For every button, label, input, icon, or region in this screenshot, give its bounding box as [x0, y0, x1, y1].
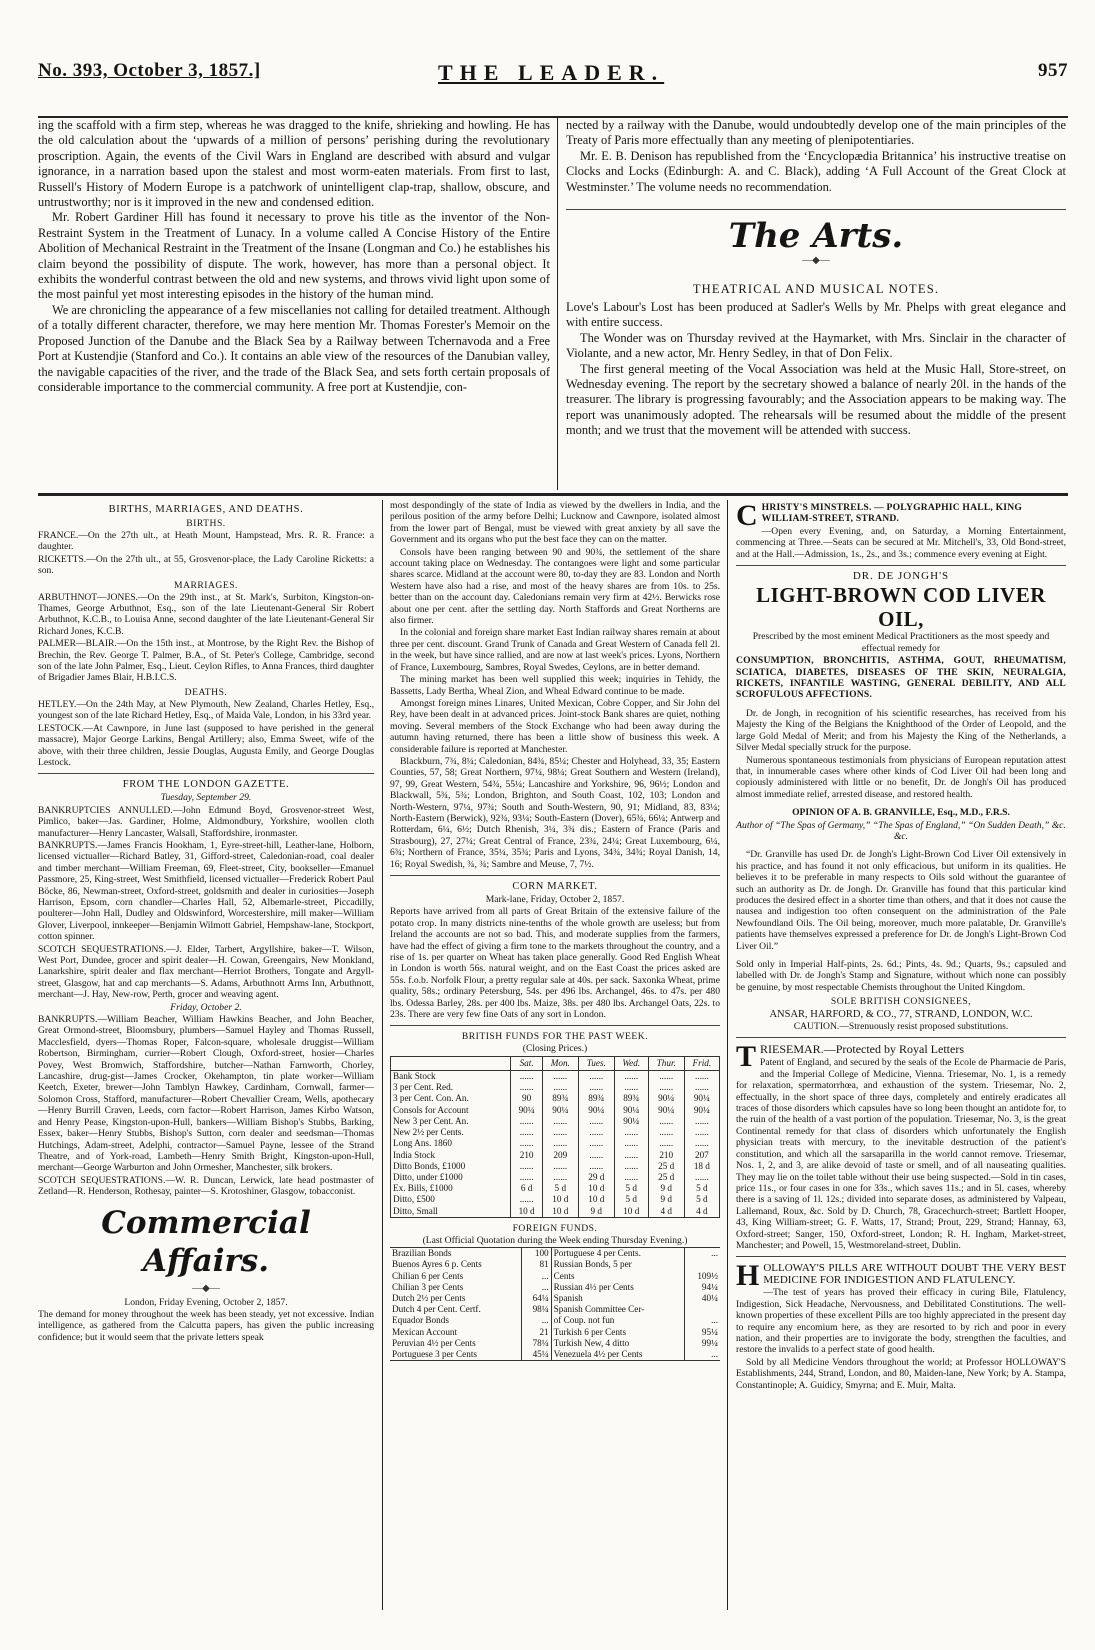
- foreign-fund-price: [685, 1259, 720, 1270]
- fund-price: 5 d: [542, 1183, 578, 1194]
- fund-name: 3 per Cent. Red.: [391, 1082, 511, 1093]
- ad-ailments: CONSUMPTION, BRONCHITIS, ASTHMA, GOUT, RHEUMATISM, SCIATICA, DIABETES, DISEASES OF THE SKIN, NEURALGIA, RICKETS, INFANTILE WASTING, GENERAL DEBILITY, AND ALL SCROFULOUS AFFECTIONS.: [736, 655, 1066, 701]
- foreign-fund-price: ...: [685, 1315, 720, 1326]
- ad-text: Numerous spontaneous testimonials from physicians of European reputation attest that, in innumerable cases where other kinds of Cod Liver Oil had been long and copiously administered with little or no benefit, Dr. de Jongh's Oil has produced almost immediate relief, arrested disease, and restored health.: [736, 754, 1066, 800]
- fund-price: 9 d: [578, 1206, 614, 1218]
- column-right-ads: [736, 499, 1066, 1392]
- foreign-fund-name: Russian Bonds, 5 per: [551, 1259, 685, 1270]
- table-row: [391, 1082, 720, 1093]
- corn-heading: CORN MARKET.: [512, 881, 598, 892]
- gazette-entry: BANKRUPTS.—James Francis Hookham, 1, Eyre-street-hill, Leather-lane, Holborn, licensed victualler—Richard Batley, 31, Gifford-street, Caledonian-road, coal dealer and timber merchant—William Freeman, 69, Fleet-street, City, bookseller—Emanuel Passmore, 25, King-street, West Smithfield, licensed victualler—Frederick Robert Paul Böcke, 86, Newman-street, Oxford-street, goldsmith and dealer in curiosities—Joseph Harrison, Epsom, corn chandler—Charles Hall, 52, Albemarle-street, Piccadilly, poulterer—John Hall, Dudley and Oldswinford, Worcestershire, mill maker—William Glover, Liverpool, innkeeper—Benjamin Wilmott Gabriel, Hempshaw-lane, Stockport, cotton spinner.: [38, 839, 374, 943]
- opinion-quote: “Dr. Granville has used Dr. de Jongh's Light-Brown Cod Liver Oil extensively in his practice, and has found it not only efficacious, but uniform in its qualities. He believes it to be preferable in many respects to Oils sold without the guarantee of such an authority as Dr. de Jongh. Dr. Granville has found that this particular kind produces the desired effect in a shorter time than others, and that it does not cause the nausea and indigestion too often consequent on the administration of the Pale Newfoundland Oils. The Oil being, moreover, much more palatable, Dr. Granville's patients have themselves expressed a preference for Dr. de Jongh's Light-Brown Cod Liver Oil.”: [736, 849, 1066, 952]
- ad-text: —The test of years has proved their efficacy in curing Bile, Flatulency, Indigestion, Sick Headache, Nervousness, and Debilitated Constitutions. The well-known properties of these excellent Pills are too highly appreciated in the present day to require any encomium here, as they are resorted to by rich and poor in every nation, and their properties are to invigorate the body, strengthen the faculties, and restore the invalids to a perfect state of good health.: [736, 1287, 1066, 1356]
- fund-price: 210: [648, 1150, 684, 1161]
- ad-de-jongh: [736, 571, 1066, 1032]
- fund-price: ......: [648, 1071, 684, 1083]
- foreign-fund-name: Russian 4½ per Cents: [551, 1282, 685, 1293]
- gazette-entry: BANKRUPTCIES ANNULLED.—John Edmund Boyd, Grosvenor-street West, Pimlico, baker—Jas. Gardiner, Holme, Aldmondbury, Yorkshire, woollen cloth manufacturer—Henry Lancaster, Walsall, Staffordshire, ironmaster.: [38, 804, 374, 839]
- paragraph: Reports have arrived from all parts of Great Britain of the extensive failure of the potato crop. In many districts nine-tenths of the whole growth are useless; but from Ireland the accounts are not so bad. This, and moderate supplies from the farmers, have had the effect of giving a firm tone to the markets throughout the country, and a rise of 1s. per quarter on Wheat has taken place generally. Good Red English Wheat in London is worth 56s. natural weight, and on the East Coast the prices asked are 55s. f.o.b. Norfolk Flour, a pretty regular sale at 40s. per sack. Saxonka Wheat, prime quality, 58s.; ordinary Petersburg, 54s. per 496 lbs. Archangel, 46s. to 47s. per 480 lbs. Odessa Barley, 28s. per 400 lbs. Maize, 38s. per 480 lbs. Archangel Oats, 22s. to 23s. There are very few fine Oats of any sort in London.: [390, 906, 720, 1021]
- ad-title: HRISTY'S MINSTRELS. — POLYGRAPHIC HALL, KING WILLIAM-STREET, STRAND.: [761, 502, 1023, 525]
- fund-name: New 3 per Cent. An.: [391, 1116, 511, 1127]
- fund-price: ......: [614, 1071, 648, 1083]
- foreign-fund-name: of Coup. not fun: [551, 1315, 685, 1326]
- ornament: —◆—: [802, 255, 830, 267]
- fund-price: ......: [511, 1161, 542, 1172]
- fund-price: 4 d: [684, 1206, 719, 1218]
- fund-price: ......: [648, 1116, 684, 1127]
- fund-price: 90¼: [684, 1093, 719, 1104]
- fund-name: 3 per Cent. Con. An.: [391, 1093, 511, 1104]
- share-prices: Blackburn, 7¾, 8¼; Caledonian, 84¾, 85¼; Chester and Holyhead, 33, 35; Eastern Counties, 57, 58; Great Northern, 97¼, 98¼; Great Southern and Western (Ireland), 97, 99, Great Western, 54¾, 55¼; Lancashire and Yorkshire, 96, 96½; London and Blackwall, 5¾, 5¾; London, Brighton, and South Coast, 102, 103; London and North-Western, 97¼, 97¾; South and South-Western, 90, 91; Midland, 83, 83¼; North-Eastern (Berwick), 92¾, 93¼; South-Eastern (Dover), 65¾, 66¼; Antwerp and Rotterdam, 6¼, 6½; Dutch Rhenish, 3¼, 3¾ dis.; Eastern of France (Paris and Strasbourg), 27, 27¼; Great Central of France, 23¾, 24¼; Great Luxembourg, 6¼, 6¾; Northern of France, 35¼, 35¾; Paris and Lyons, 34¾, 34¾; Royal Danish, 14, 16; Royal Swedish, ¾, ¾; Sambre and Meuse, 7, 7½.: [390, 755, 720, 870]
- foreign-fund-name: Peruvian 4½ per Cents: [392, 1337, 476, 1348]
- fund-name: New 2½ per Cents.: [391, 1127, 511, 1138]
- fund-price: ......: [648, 1082, 684, 1093]
- fund-price: ......: [614, 1127, 648, 1138]
- foreign-fund-price: 45¼: [522, 1349, 551, 1361]
- funds-column-header: Tues.: [578, 1056, 614, 1070]
- page-number: 957: [1038, 60, 1068, 81]
- fund-price: 210: [511, 1150, 542, 1161]
- foreign-fund-price: 100: [522, 1248, 551, 1260]
- foreign-fund-price: 21: [522, 1327, 551, 1338]
- death-notice: LESTOCK.—At Cawnpore, in June last (supposed to have perished in the general massacre), Major George Larkins, Bengal Artillery; also, Emma Sweet, wife of the above, with their three children, Jessie Douglas, Augusta Emily, and George Douglas Lestock.: [38, 722, 374, 768]
- drop-cap: T: [736, 1040, 757, 1074]
- fund-price: ......: [542, 1138, 578, 1149]
- column-divider: [557, 118, 558, 490]
- fund-price: 89¾: [578, 1093, 614, 1104]
- paragraph: Mr. Robert Gardiner Hill has found it necessary to prove his title as the inventor of the Non-Restraint System in the Treatment of Lunacy. In a volume called A Concise History of the Entire Abolition of Mechanical Restraint in the Treatment of the Insane (Longman and Co.) he establishes his claim beyond the possibility of dispute. The work, however, has more than a personal object. It exhibits the wonderful contrast between the old and new systems, and throws vivid light upon some of the most painful yet most interesting episodes in the history of the human mind.: [38, 210, 550, 302]
- section-rule: [390, 875, 720, 876]
- table-row: [391, 1105, 720, 1116]
- fund-price: ......: [511, 1127, 542, 1138]
- fund-price: ......: [511, 1116, 542, 1127]
- gazette-date: Friday, October 2.: [170, 1001, 242, 1013]
- paragraph: ing the scaffold with a firm step, whereas he was dragged to the knife, shrieking and howling. He has the old calculation about the ‘upwards of a million of persons’ perishing during the revolutionary proscription. Again, the events of the Civil Wars in England are described with absurd and vulgar ignorance, in a narration based upon the stalest and most worm-eaten materials. From first to last, Russell's History of Modern Europe is a patchwork of unintelligent clap-trap, shallow, obscure, and untrustworthy; nor is it improved in the new and condensed edition.: [38, 118, 550, 210]
- opinion-author: Author of “The Spas of Germany,” “The Spas of England,” “On Sudden Death,” &c. &c.: [736, 819, 1066, 842]
- foreign-fund-price: 81: [522, 1259, 551, 1270]
- fund-price: 5 d: [684, 1194, 719, 1205]
- foreign-fund-name: Venezuela 4½ per Cents: [551, 1349, 685, 1361]
- fund-price: ......: [648, 1138, 684, 1149]
- table-row: [391, 1183, 720, 1194]
- ad-subtitle: Prescribed by the most eminent Medical Practitioners as the most speedy and effectual remedy for: [752, 631, 1050, 654]
- ad-rule: [736, 565, 1066, 566]
- fund-price: 10 d: [542, 1206, 578, 1218]
- table-row: [390, 1327, 720, 1338]
- fund-price: ......: [578, 1127, 614, 1138]
- foreign-fund-name: Equador Bonds: [392, 1315, 449, 1326]
- ad-text: Dr. de Jongh, in recognition of his scientific researches, has received from his Majesty the King of the Belgians the Knighthood of the Order of Leopold, and the large Gold Medal of Merit; and from his Majesty the King of the Netherlands, a Silver Medal specially struck for the purpose.: [736, 707, 1066, 754]
- foreign-fund-price: 40¼: [685, 1293, 720, 1304]
- drop-cap: H: [736, 1259, 760, 1293]
- column-left: [38, 500, 374, 1344]
- ad-christys-minstrels: [736, 499, 1066, 560]
- ad-holloway: [736, 1259, 1066, 1391]
- funds-subheading: (Closing Prices.): [522, 1043, 588, 1055]
- table-row: [390, 1282, 720, 1293]
- foreign-fund-price: ...: [522, 1271, 551, 1282]
- fund-price: ......: [542, 1161, 578, 1172]
- fund-price: ......: [511, 1194, 542, 1205]
- fund-price: ......: [648, 1127, 684, 1138]
- paragraph: The Wonder was on Thursday revived at the Haymarket, with Mrs. Sinclair in the character of Violante, and a new actor, Mr. Henry Sedley, in that of Don Felix.: [566, 330, 1066, 361]
- band-rule: [38, 493, 1068, 496]
- funds-column-header: Mon.: [542, 1056, 578, 1070]
- section-rule: [38, 773, 374, 774]
- fund-price: 10 d: [578, 1194, 614, 1205]
- foreign-fund-price: 94¼: [685, 1282, 720, 1293]
- section-title-commercial: Commercial Affairs.: [101, 1204, 311, 1279]
- fund-price: 5 d: [684, 1183, 719, 1194]
- fund-price: 29 d: [578, 1172, 614, 1183]
- fund-price: 25 d: [648, 1161, 684, 1172]
- foreign-fund-name: Chilian 6 per Cents: [392, 1270, 464, 1281]
- ad-text: Patent of England, and secured by the seals of the Ecole de Pharmacie de Paris, and the Imperial College of Medicine, Vienna. Triesemar, No. 1, is a remedy for relaxation, spermatorrhœa, and exhaustion of the system. Triesemar, No. 2, effectually, in the short space of three days, completely and entirely eradicates all traces of those disorders which capsules have so long been thought an antidote for, to the ruin of the health of a vast portion of the population. Triesemar, No. 3, is the great Continental remedy for that class of disorders which unfortunately the English physician treats with mercury, to the inevitable destruction of the patient's constitution, and which all the sarsaparilla in the world cannot remove. Triesemar, Nos. 1, 2, and 3, are alike devoid of taste or smell, and of all nauseating qualities. They may lie on the toilet table without their use being suspected.—Sold in tin cases, price 11s., or four cases in one for 33s., which saves 11s.; and in 5l. cases, whereby there is a saving of 1l. 12s.; divided into separate doses, as administered by Valpeau, Lallemand, Roux, &c. Sold by D. Church, 78, Gracechurch-street; Bartlett Hooper, 43, King William-street; G. F. Watts, 17, Strand; Prout, 229, Strand; Hannay, 63, Oxford-street; Sanger, 150, Oxford-street, London; R. H. Ingham, Market-street, Manchester; and Powell, 15, Westmoreland-street, Dublin.: [736, 1057, 1066, 1251]
- foreign-fund-price: 64¼: [522, 1293, 551, 1304]
- funds-column-header: Thur.: [648, 1056, 684, 1070]
- consignees-heading: SOLE BRITISH CONSIGNEES,: [830, 996, 972, 1008]
- fund-price: 10 d: [614, 1206, 648, 1218]
- fund-price: ......: [614, 1172, 648, 1183]
- funds-column-header: Frid.: [684, 1056, 719, 1070]
- foreign-fund-price: 95¼: [685, 1327, 720, 1338]
- fund-price: 90¼: [542, 1105, 578, 1116]
- fund-price: 6 d: [511, 1183, 542, 1194]
- foreign-fund-price: 78¼: [522, 1338, 551, 1349]
- column-divider: [382, 500, 383, 1610]
- funds-column-header: Wed.: [614, 1056, 648, 1070]
- issue-line: No. 393, October 3, 1857.]: [38, 60, 261, 81]
- fund-price: ......: [511, 1172, 542, 1183]
- page-header: [38, 60, 1068, 94]
- paragraph: We are chronicling the appearance of a few miscellanies not calling for detailed treatment. Although of a totally different character, therefore, we may here mention Mr. Thomas Forester's Memoir on the Proposed Junction of the Danube and the Black Sea by a Railway between Tchernavoda and a Free Port at Kustendjie (Stanford and Co.). It contains an able view of the resources of the Danubian valley, the navigable capacities of the river, and the trade of the Black Sea, and sets forth certain proposals of considerable importance to the commercial community. A free port at Kustendjie, con-: [38, 302, 550, 394]
- paragraph: In the colonial and foreign share market East Indian railway shares remain at about three per cent. discount. Grand Trunk of Canada and Great Western of Canada fell 2l. in the week, but have since rallied, and are now at last week's prices. Lyons, Northern of France, Luxembourg, Sambres, Royal Swedes, Ceylons, are in better demand.: [390, 627, 720, 673]
- foreign-fund-price: ...: [685, 1349, 720, 1361]
- fund-price: ......: [614, 1161, 648, 1172]
- fund-price: 209: [542, 1150, 578, 1161]
- gazette-heading: FROM THE LONDON GAZETTE.: [122, 779, 290, 791]
- fund-price: ......: [684, 1138, 719, 1149]
- fund-price: 90: [511, 1093, 542, 1104]
- fund-price: ......: [684, 1071, 719, 1083]
- foreign-fund-price: [685, 1304, 720, 1315]
- british-funds-table: [390, 1056, 720, 1218]
- fund-price: 5 d: [614, 1194, 648, 1205]
- caution: CAUTION.—Strenuously resist proposed substitutions.: [793, 1021, 1009, 1033]
- column-middle: [390, 500, 720, 1361]
- fund-price: 18 d: [684, 1161, 719, 1172]
- deaths-heading: DEATHS.: [184, 686, 228, 698]
- fund-price: ......: [578, 1082, 614, 1093]
- marriages-heading: MARRIAGES.: [174, 579, 238, 591]
- fund-price: ......: [578, 1150, 614, 1161]
- fund-price: 4 d: [648, 1206, 684, 1218]
- fund-price: ......: [578, 1116, 614, 1127]
- fund-name: India Stock: [391, 1150, 511, 1161]
- table-row: [390, 1349, 720, 1361]
- foreign-fund-name: Dutch 4 per Cent. Certf.: [392, 1304, 481, 1315]
- paragraph: The demand for money throughout the week has been steady, yet not excessive. Indian intelligence, as gathered from the Calcutta papers, has given the public increasing confidence; but it would seem that the private letters speak: [38, 1308, 374, 1343]
- birth-notice: FRANCE.—On the 27th ult., at Heath Mount, Hampstead, Mrs. R. R. France: a daughter.: [38, 530, 374, 553]
- table-row: [390, 1338, 720, 1349]
- foreign-fund-name: Portuguese 3 per Cents: [392, 1348, 477, 1359]
- fund-price: 90¼: [684, 1105, 719, 1116]
- fund-price: ......: [542, 1082, 578, 1093]
- fund-price: 9 d: [648, 1183, 684, 1194]
- death-notice: HETLEY.—On the 24th May, at New Plymouth, New Zealand, Charles Hetley, Esq., youngest son of the late Richard Hetley, Esq., of Maida Vale, London, in his 33rd year.: [38, 698, 374, 722]
- foreign-fund-name: Cents: [551, 1271, 685, 1282]
- table-row: [391, 1194, 720, 1205]
- marriage-notice: PALMER—BLAIR.—On the 15th inst., at Montrose, by the Right Rev. the Bishop of Brechin, the Rev. George T. Palmer, B.A., of St. Peter's College, Cambridge, second son of the late John Palmer, Esq., Lieut. Ceylon Rifles, to Anna Frances, third daughter of Brigadier James Blair, H.B.I.C.S.: [38, 638, 374, 684]
- bmd-heading: BIRTHS, MARRIAGES, AND DEATHS.: [108, 504, 304, 515]
- fund-price: 89¾: [542, 1093, 578, 1104]
- foreign-fund-name: Chilian 3 per Cents: [392, 1281, 464, 1292]
- foreign-subheading: (Last Official Quotation during the Week ending Thursday Evening.): [422, 1234, 688, 1246]
- foreign-fund-price: ...: [522, 1282, 551, 1293]
- births-heading: BIRTHS.: [186, 518, 226, 529]
- fund-name: Ex. Bills, £1000: [391, 1183, 511, 1194]
- table-row: [391, 1150, 720, 1161]
- fund-price: ......: [614, 1150, 648, 1161]
- gazette-entry: SCOTCH SEQUESTRATIONS.—W. R. Duncan, Lerwick, late head postmaster of Zetland—R. Henderson, Rothesay, painter—S. Krotoshiner, Glasgow, tobacconist.: [38, 1174, 374, 1198]
- foreign-fund-name: Brazilian Bonds: [392, 1248, 452, 1259]
- fund-name: Ditto, under £1000: [391, 1172, 511, 1183]
- gazette-entry: SCOTCH SEQUESTRATIONS.—J. Elder, Tarbert, Argyllshire, baker—T. Wilson, West Port, Dundee, grocer and spirit dealer—H. Cowan, Greengairs, New Monkland, Lanarkshire, spirit dealer and flax merchant—Herriot Brothers, Tongate and Argyll-street, Glasgow, hat and cap merchants—S. Adams, Arbuthnott Arms Inn, Arbuthnott, merchant—J. Hay, New-row, Perth, grocer and weaving agent.: [38, 943, 374, 1001]
- fund-price: 10 d: [511, 1206, 542, 1218]
- fund-name: Bank Stock: [391, 1071, 511, 1083]
- fund-price: ......: [684, 1172, 719, 1183]
- table-row: [390, 1259, 720, 1270]
- fund-price: ......: [578, 1138, 614, 1149]
- top-right-column: [566, 118, 1066, 439]
- fund-price: ......: [614, 1138, 648, 1149]
- section-rule: [390, 1025, 720, 1026]
- foreign-fund-price: ...: [522, 1315, 551, 1326]
- consignees: ANSAR, HARFORD, & CO., 77, STRAND, LONDON, W.C.: [769, 1008, 1033, 1020]
- fund-price: ......: [511, 1071, 542, 1083]
- ad-title: OLLOWAY'S PILLS ARE WITHOUT DOUBT THE VERY BEST MEDICINE FOR INDIGESTION AND FLATULENCY.: [763, 1262, 1066, 1287]
- fund-price: ......: [542, 1172, 578, 1183]
- ad-rule: [736, 1037, 1066, 1038]
- fund-price: 207: [684, 1150, 719, 1161]
- fund-price: ......: [578, 1071, 614, 1083]
- foreign-fund-name: Portuguese 4 per Cents.: [551, 1248, 685, 1260]
- table-row: [391, 1071, 720, 1083]
- fund-price: 10 d: [578, 1183, 614, 1194]
- paragraph: Consols have been ranging between 90 and 90¾, the settlement of the share account taking place on Wednesday. The contangoes were light and some particular shares scarce. Midland at the account were 80, to-day they are 83. London and North Western have also had a rise, and most of the heavy shares are from 10s. to 25s. better than on the account day. Caledonians remain very firm at 42½. Berwicks rose about one per cent. after the settling day. North Staffords and Great Northerns are also firmer.: [390, 546, 720, 627]
- fund-price: 10 d: [542, 1194, 578, 1205]
- fund-name: Consols for Account: [391, 1105, 511, 1116]
- table-row: [391, 1206, 720, 1218]
- fund-price: ......: [542, 1127, 578, 1138]
- paragraph: most despondingly of the state of India as viewed by the dwellers in India, and the perilous position of the army before Delhi; Lucknow and Cawnpore, isolated almost from the lower part of Bengal, must be viewed with great anxiety by all save the Government and its organs who put the best face they can on the matter.: [390, 500, 720, 546]
- foreign-fund-name: Dutch 2½ per Cents: [392, 1292, 466, 1303]
- fund-price: 9 d: [648, 1194, 684, 1205]
- opinion-heading: OPINION OF A. B. GRANVILLE, Esq., M.D., F.R.S.: [792, 807, 1010, 819]
- table-row: [391, 1093, 720, 1104]
- marriage-notice: ARBUTHNOT—JONES.—On the 29th inst., at St. Mark's, Surbiton, Kingston-on-Thames, George Arbuthnot, Esq., son of the late Lieutenant-General Sir Robert Arbuthnot, K.C.B., to Louisa Anne, second daughter of the late Lieutenant-General Sir Richard Jones, K.C.B.: [38, 591, 374, 637]
- paragraph: Mr. E. B. Denison has republished from the ‘Encyclopædia Britannica’ his instructive treatise on Clocks and Locks (Edinburgh: A. and C. Black), adding ‘A Full Account of the Great Clock at Westminster.’ The volume needs no recommendation.: [566, 148, 1066, 194]
- fund-price: ......: [511, 1082, 542, 1093]
- gazette-entry: BANKRUPTS.—William Beacher, William Hawkins Beacher, and John Beacher, Great Ormond-street, Bloomsbury, plumbers—Samuel Hayley and Thomas Russell, Macclesfield, dyers—Thomas Roper, Falcon-square, wholesale druggist—William Robertson, Birmingham, currier—Robert Clough, Oxford-street, hosier—Charles Povey, West Bromwich, Staffordshire, butcher—Nathan Farnworth, Chorley, Lancashire, drug-gist—James Crocker, Okehampton, tin plate worker—William Keetch, Exeter, brewer—John Tamblyn Hawkey, Cardinham, Cornwall, farmer—Solomon Cross, Stafford, manufacturer—Robert Chevallier Cream, Wells, apothecary—Henry Burrill Craven, Leeds, corn factor—Robert Harrison, James Kirbo Watson, and Henry Pease, Kingston-upon-Hull, bankers—William Bishop's Stubbs, Barking, Essex, baker—Henry Stubbs, Bishop's Sutton, corn dealer and seedsman—Thomas Hutchings, Adam-street, Adelphi, contractor—Samuel Payne, lessee of the Strand Theatre, and of York-road, Lambeth—Henry Smith Bright, Kingston-upon-Hull, merchant—George Warburton and John Ormesher, Manchester, silk brokers.: [38, 1014, 374, 1174]
- fund-price: 5 d: [614, 1183, 648, 1194]
- foreign-fund-name: Mexican Account: [392, 1326, 458, 1337]
- fund-price: 90¼: [648, 1093, 684, 1104]
- drop-cap: C: [736, 499, 758, 532]
- fund-name: Ditto Bonds, £1000: [391, 1161, 511, 1172]
- fund-price: 90¼: [578, 1105, 614, 1116]
- fund-name: Ditto, Small: [391, 1206, 511, 1218]
- table-row: [391, 1161, 720, 1172]
- foreign-fund-price: ...: [685, 1248, 720, 1260]
- foreign-fund-name: Spanish Committee Cer-: [551, 1304, 685, 1315]
- foreign-fund-name: Turkish 6 per Cents: [551, 1327, 685, 1338]
- table-row: [390, 1248, 720, 1260]
- gazette-date: Tuesday, September 29.: [160, 792, 252, 804]
- ad-rule: [736, 1256, 1066, 1257]
- table-row: [391, 1172, 720, 1183]
- fund-price: 90¼: [614, 1116, 648, 1127]
- table-row: [390, 1293, 720, 1304]
- table-row: [391, 1127, 720, 1138]
- foreign-fund-price: 109½: [685, 1271, 720, 1282]
- table-row: [391, 1138, 720, 1149]
- fund-name: Ditto, £500: [391, 1194, 511, 1205]
- foreign-fund-name: Turkish New, 4 ditto: [551, 1338, 685, 1349]
- fund-price: ......: [542, 1071, 578, 1083]
- foreign-fund-price: 98¼: [522, 1304, 551, 1315]
- funds-column-header: [391, 1056, 511, 1070]
- table-row: [391, 1116, 720, 1127]
- foreign-funds-table: [390, 1247, 720, 1361]
- section-title-arts: The Arts.: [728, 216, 904, 257]
- fund-price: ......: [578, 1161, 614, 1172]
- foreign-heading: FOREIGN FUNDS.: [512, 1222, 598, 1234]
- fund-price: 90¼: [511, 1105, 542, 1116]
- birth-notice: RICKETTS.—On the 27th ult., at 55, Grosvenor-place, the Lady Caroline Ricketts: a son.: [38, 553, 374, 577]
- theatrical-heading: THEATRICAL AND MUSICAL NOTES.: [692, 282, 940, 297]
- masthead: THE LEADER.: [438, 60, 665, 85]
- funds-heading: BRITISH FUNDS FOR THE PAST WEEK.: [461, 1031, 649, 1043]
- ad-text: Sold only in Imperial Half-pints, 2s. 6d.; Pints, 4s. 9d.; Quarts, 9s.; capsuled and labelled with Dr. de Jongh's Stamp and Signature, without which none can possibly be genuine, by most respectable Chemists throughout the United Kingdom.: [736, 959, 1066, 993]
- ad-text: Sold by all Medicine Vendors throughout the world; at Professor HOLLOWAY'S Establishments, 244, Strand, London, and 80, Maiden-lane, New York; by A. Stampa, Constantinople; A. Guidicy, Smyrna; and E. Muir, Malta.: [736, 1356, 1066, 1391]
- fund-price: 25 d: [648, 1172, 684, 1183]
- section-rule: [566, 209, 1066, 210]
- fund-price: ......: [614, 1082, 648, 1093]
- ad-text: —Open every Evening, and, on Saturday, a Morning Entertainment, commencing at Three.—Seats can be secured at Mr. Mitchell's, 33, Old Bond-street, and at the Hall.—Admission, 1s., 2s., and 3s.; commence every evening at Eight.: [736, 525, 1066, 560]
- fund-price: ......: [511, 1138, 542, 1149]
- paragraph: Love's Labour's Lost has been produced at Sadler's Wells by Mr. Phelps with great elegance and with entire success.: [566, 300, 1066, 330]
- table-row: [390, 1271, 720, 1282]
- funds-column-header: Sat.: [511, 1056, 542, 1070]
- paragraph: The first general meeting of the Vocal Association was held at the Music Hall, Store-street, on Wednesday evening. The report by the secretary showed a balance of nearly 20l. in the hands of the treasurer. The library is progressing favourably; and the Association appears to be making way. The report was unanimously adopted. The rehearsals will be resumed about the middle of the present month; and we trust that the movement will be attended with success.: [566, 361, 1066, 438]
- fund-price: 90¼: [614, 1105, 648, 1116]
- column-divider: [727, 500, 728, 1610]
- ad-triesemar: [736, 1040, 1066, 1251]
- fund-price: 90¼: [648, 1105, 684, 1116]
- commercial-dateline: London, Friday Evening, October 2, 1857.: [124, 1296, 288, 1308]
- table-row: [390, 1315, 720, 1326]
- table-row: [390, 1304, 720, 1315]
- fund-price: 89¾: [614, 1093, 648, 1104]
- corn-dateline: Mark-lane, Friday, October 2, 1857.: [485, 894, 625, 905]
- paragraph: The mining market has been well supplied this week; inquiries in Tehidy, the Bassetts, Lady Bertha, Wheal Zion, and Wheal Edward continue to be made.: [390, 674, 720, 697]
- paragraph: Amongst foreign mines Linares, United Mexican, Cobre Copper, and Sir John del Rey, have been dealt in at advanced prices. Joint-stock Bank shares are quiet, nothing moving. Several members of the Stock Exchange who had been away during the autumn having returned, there has been a little show of business this week. A considerable failure is reported at Manchester.: [390, 697, 720, 755]
- paragraph: nected by a railway with the Danube, would undoubtedly develop one of the main principles of the Treaty of Paris more effectually than any meeting of plenipotentiaries.: [566, 118, 1066, 148]
- fund-price: ......: [684, 1082, 719, 1093]
- ornament: —◆—: [192, 1282, 220, 1294]
- ad-kicker: DR. DE JONGH'S: [852, 570, 950, 583]
- top-left-column: [38, 118, 550, 395]
- foreign-fund-name: Spanish: [551, 1293, 685, 1304]
- fund-name: Long Ans. 1860: [391, 1138, 511, 1149]
- fund-price: ......: [684, 1116, 719, 1127]
- foreign-fund-price: 99¼: [685, 1338, 720, 1349]
- fund-price: ......: [542, 1116, 578, 1127]
- ad-title: LIGHT-BROWN COD LIVER OIL,: [756, 583, 1046, 632]
- ad-title: RIESEMAR.—Protected by Royal Letters: [760, 1042, 964, 1057]
- fund-price: ......: [684, 1127, 719, 1138]
- foreign-fund-name: Buenos Ayres 6 p. Cents: [392, 1259, 482, 1270]
